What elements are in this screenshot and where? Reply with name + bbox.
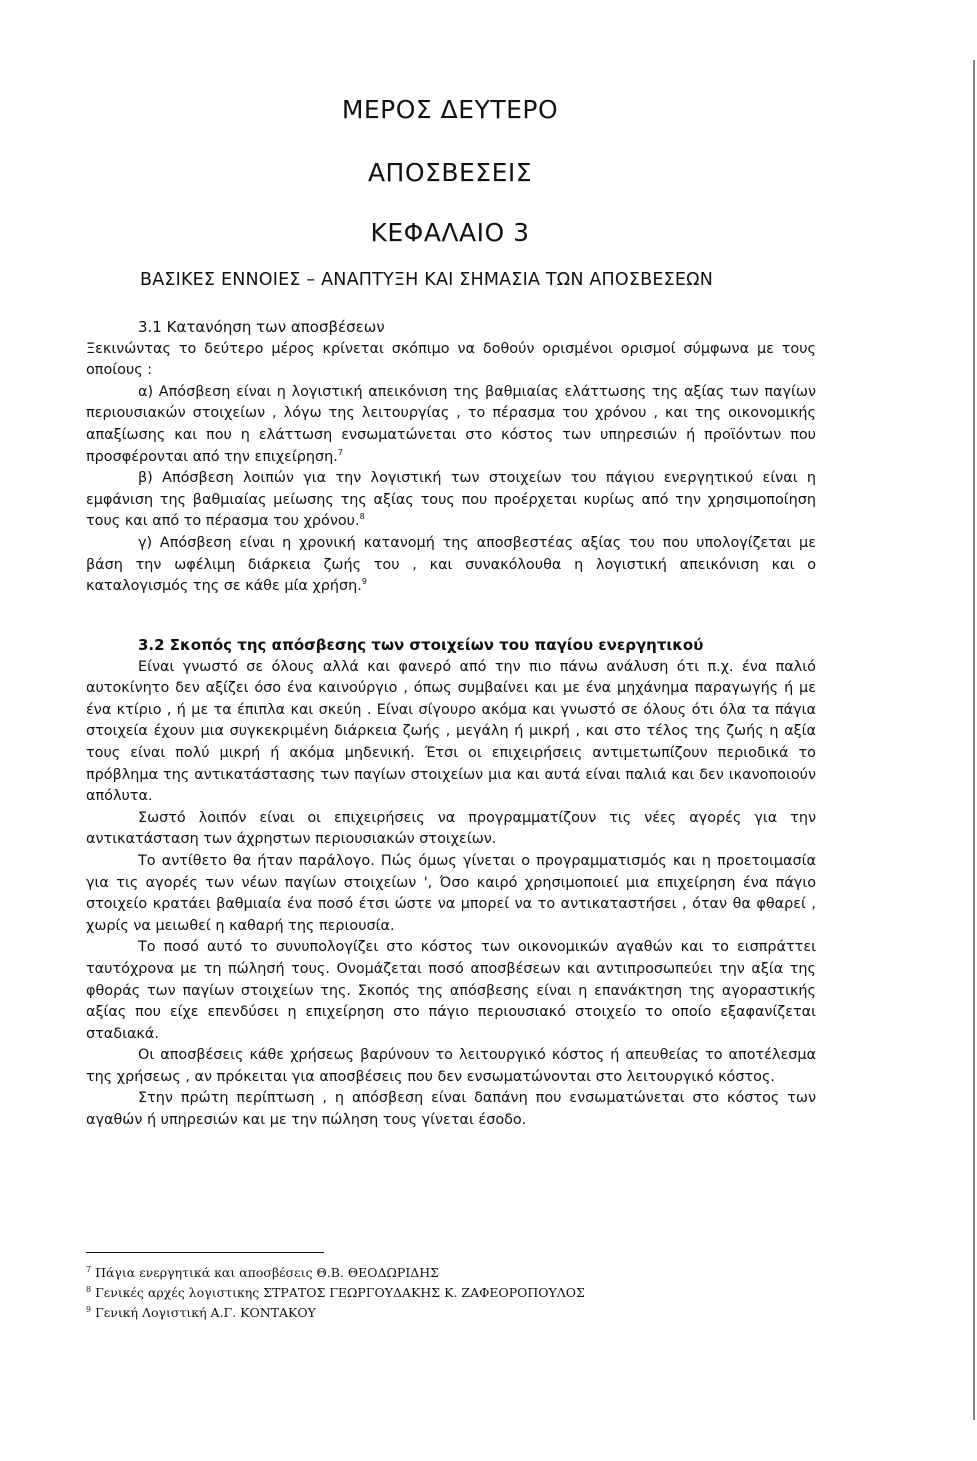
footnote-mark: 7 [86,1264,92,1274]
footnote [86,1263,585,1283]
footnote-mark: 9 [86,1304,92,1314]
footnote-mark: 8 [86,1284,92,1294]
definition-b [86,468,816,533]
topic-title: ΑΠΟΣΒΕΣΕΙΣ [367,158,533,187]
definition-c [86,533,816,598]
definition-c-text: γ) Απόσβεση είναι η χρονική κατανομή της αποσβεστέας αξίας του που υπολογίζεται με βάση την ωφέλιμη διάρκεια ζωής του , και συνακόλουθα η λογιστική απεικόνιση και ο καταλογισμός της σε κάθε μία χρήση. [86,534,816,595]
section-2-paragraph: Σωστό λοιπόν είναι οι επιχειρήσεις να προγραμματίζουν τις νέες αγορές για την αντικατάσταση των άχρηστων περιουσιακών στοιχείων. [86,809,816,848]
section-1-intro: Ξεκινώντας το δεύτερο μέρος κρίνεται σκόπιμο να δοθούν ορισμένοι ορισμοί σύμφωνα με τους οποίους : [86,340,816,379]
section-2-title: 3.2 Σκοπός της απόσβεσης των στοιχείων του παγίου ενεργητικού [138,636,704,654]
definition-b-text: β) Απόσβεση λοιπών για την λογιστική των στοιχείων του πάγιου ενεργητικού είναι η εμφάνιση της βαθμιαίας μείωσης της αξίας τους που προέρχεται κυρίως από την χρησιμοποίηση τους και από το πέρασμα του χρόνου. [86,470,816,530]
footnote [86,1283,585,1303]
scan-edge-line [973,60,975,1420]
section-2-paragraph: Οι αποσβέσεις κάθε χρήσεως βαρύνουν το λειτουργικό κόστος ή απευθείας το αποτέλεσμα της χρήσεως , αν πρόκειται για αποσβέσεις που δεν ενσωματώνονται στο λειτουργικό κόστος. [86,1047,816,1085]
footnotes [86,1263,585,1323]
footnote-text: Γενική Λογιστική Α.Γ. ΚΟΝΤΑΚΟΥ [95,1305,316,1320]
chapter-title: ΚΕΦΑΛΑΙΟ 3 [370,218,530,247]
footnote-ref-9: 9 [361,577,367,587]
part-title: ΜΕΡΟΣ ΔΕΥΤΕΡΟ [341,95,559,124]
footnote-text: Γενικές αρχές λογιστικης ΣΤΡΑΤΟΣ ΓΕΩΡΓΟΥΔΑΚΗΣ Κ. ΖΑΦΕΟΡΟΠΟΥΛΟΣ [95,1285,585,1300]
section-2 [86,635,816,1132]
definition-a [86,382,816,468]
section-2-paragraph: Είναι γνωστό σε όλους αλλά και φανερό από την πιο πάνω ανάλυση ότι π.χ. ένα παλιό αυτοκίνητο δεν αξίζει όσο ένα καινούργιο , όπως συμβαίνει και με ένα μηχάνημα παραγωγής ή με ένα κτίριο , ή με τα έπιπλα και σκεύη . Είναι σίγουρο ακόμα και γνωστό σε όλους ότι όλα τα πάγια στοιχεία έχουν μια συγκεκριμένη διάρκεια ζωής , μεγάλη ή μικρή , και στο τέλος της ζωής η αξία τους είναι πολύ μικρή ή ακόμα μηδενική. Έτσι οι επιχειρήσεις αντιμετωπίζουν περιοδικά το πρόβλημα της αντικατάστασης των παγίων στοιχείων μια και αυτά είναι παλιά και δεν ικανοποιούν απόλυτα. [86,658,816,805]
footnote-ref-8: 8 [359,512,365,522]
section-1-title: 3.1 Κατανόηση των αποσβέσεων [138,318,385,336]
definition-a-text: α) Απόσβεση είναι η λογιστική απεικόνιση της βαθμιαίας ελάττωσης της αξίας των παγίων περιουσιακών στοιχείων , λόγω της λειτουργίας , το πέρασμα του χρόνου , και της οικονομικής απαξίωσης και που η ελάττωση ενσωματώνεται στο κόστος των υπηρεσιών ή προϊόντων που προσφέρονται από την επιχείρηση. [86,383,816,465]
footnote [86,1303,585,1323]
footnote-divider [86,1252,324,1253]
section-2-paragraph: Στην πρώτη περίπτωση , η απόσβεση είναι δαπάνη που ενσωματώνεται στο κόστος των αγαθών ή υπηρεσιών και με την πώληση τους γίνεται έσοδο. [86,1090,816,1129]
footnote-ref-7: 7 [337,447,343,457]
section-1 [86,317,816,598]
section-2-paragraph: Το αντίθετο θα ήταν παράλογο. Πώς όμως γίνεται ο προγραμματισμός και η προετοιμασία για τις αγορές των νέων παγίων στοιχείων ', Όσο καιρό χρησιμοποιεί μια επιχείρηση ένα πάγιο στοιχείο κρατάει βαθμιαία ένα ποσό έτσι ώστε να μπορεί να το αντικαταστήσει , όταν θα φθαρεί , χωρίς να μειωθεί η καθαρή της περιουσία. [86,852,816,934]
chapter-subtitle: ΒΑΣΙΚΕΣ ΕΝΝΟΙΕΣ – ΑΝΑΠΤΥΞΗ ΚΑΙ ΣΗΜΑΣΙΑ ΤΩΝ ΑΠΟΣΒΕΣΕΩΝ [140,270,713,290]
section-2-paragraph: Το ποσό αυτό το συνυπολογίζει στο κόστος των οικονομικών αγαθών και το εισπράττει ταυτόχρονα με τη πώλησή τους. Ονομάζεται ποσό αποσβέσεων και αντιπροσωπεύει την αξία της φθοράς των παγίων στοιχείων της. Σκοπός της απόσβεσης είναι η επανάκτηση της αγοραστικής αξίας που είχε επενδύσει η επιχείρηση στο πάγιο περιουσιακό στοιχείο το οποίο εξαφανίζεται σταδιακά. [86,939,816,1042]
footnote-text: Πάγια ενεργητικά και αποσβέσεις Θ.Β. ΘΕΟΔΩΡΙΔΗΣ [95,1265,440,1280]
